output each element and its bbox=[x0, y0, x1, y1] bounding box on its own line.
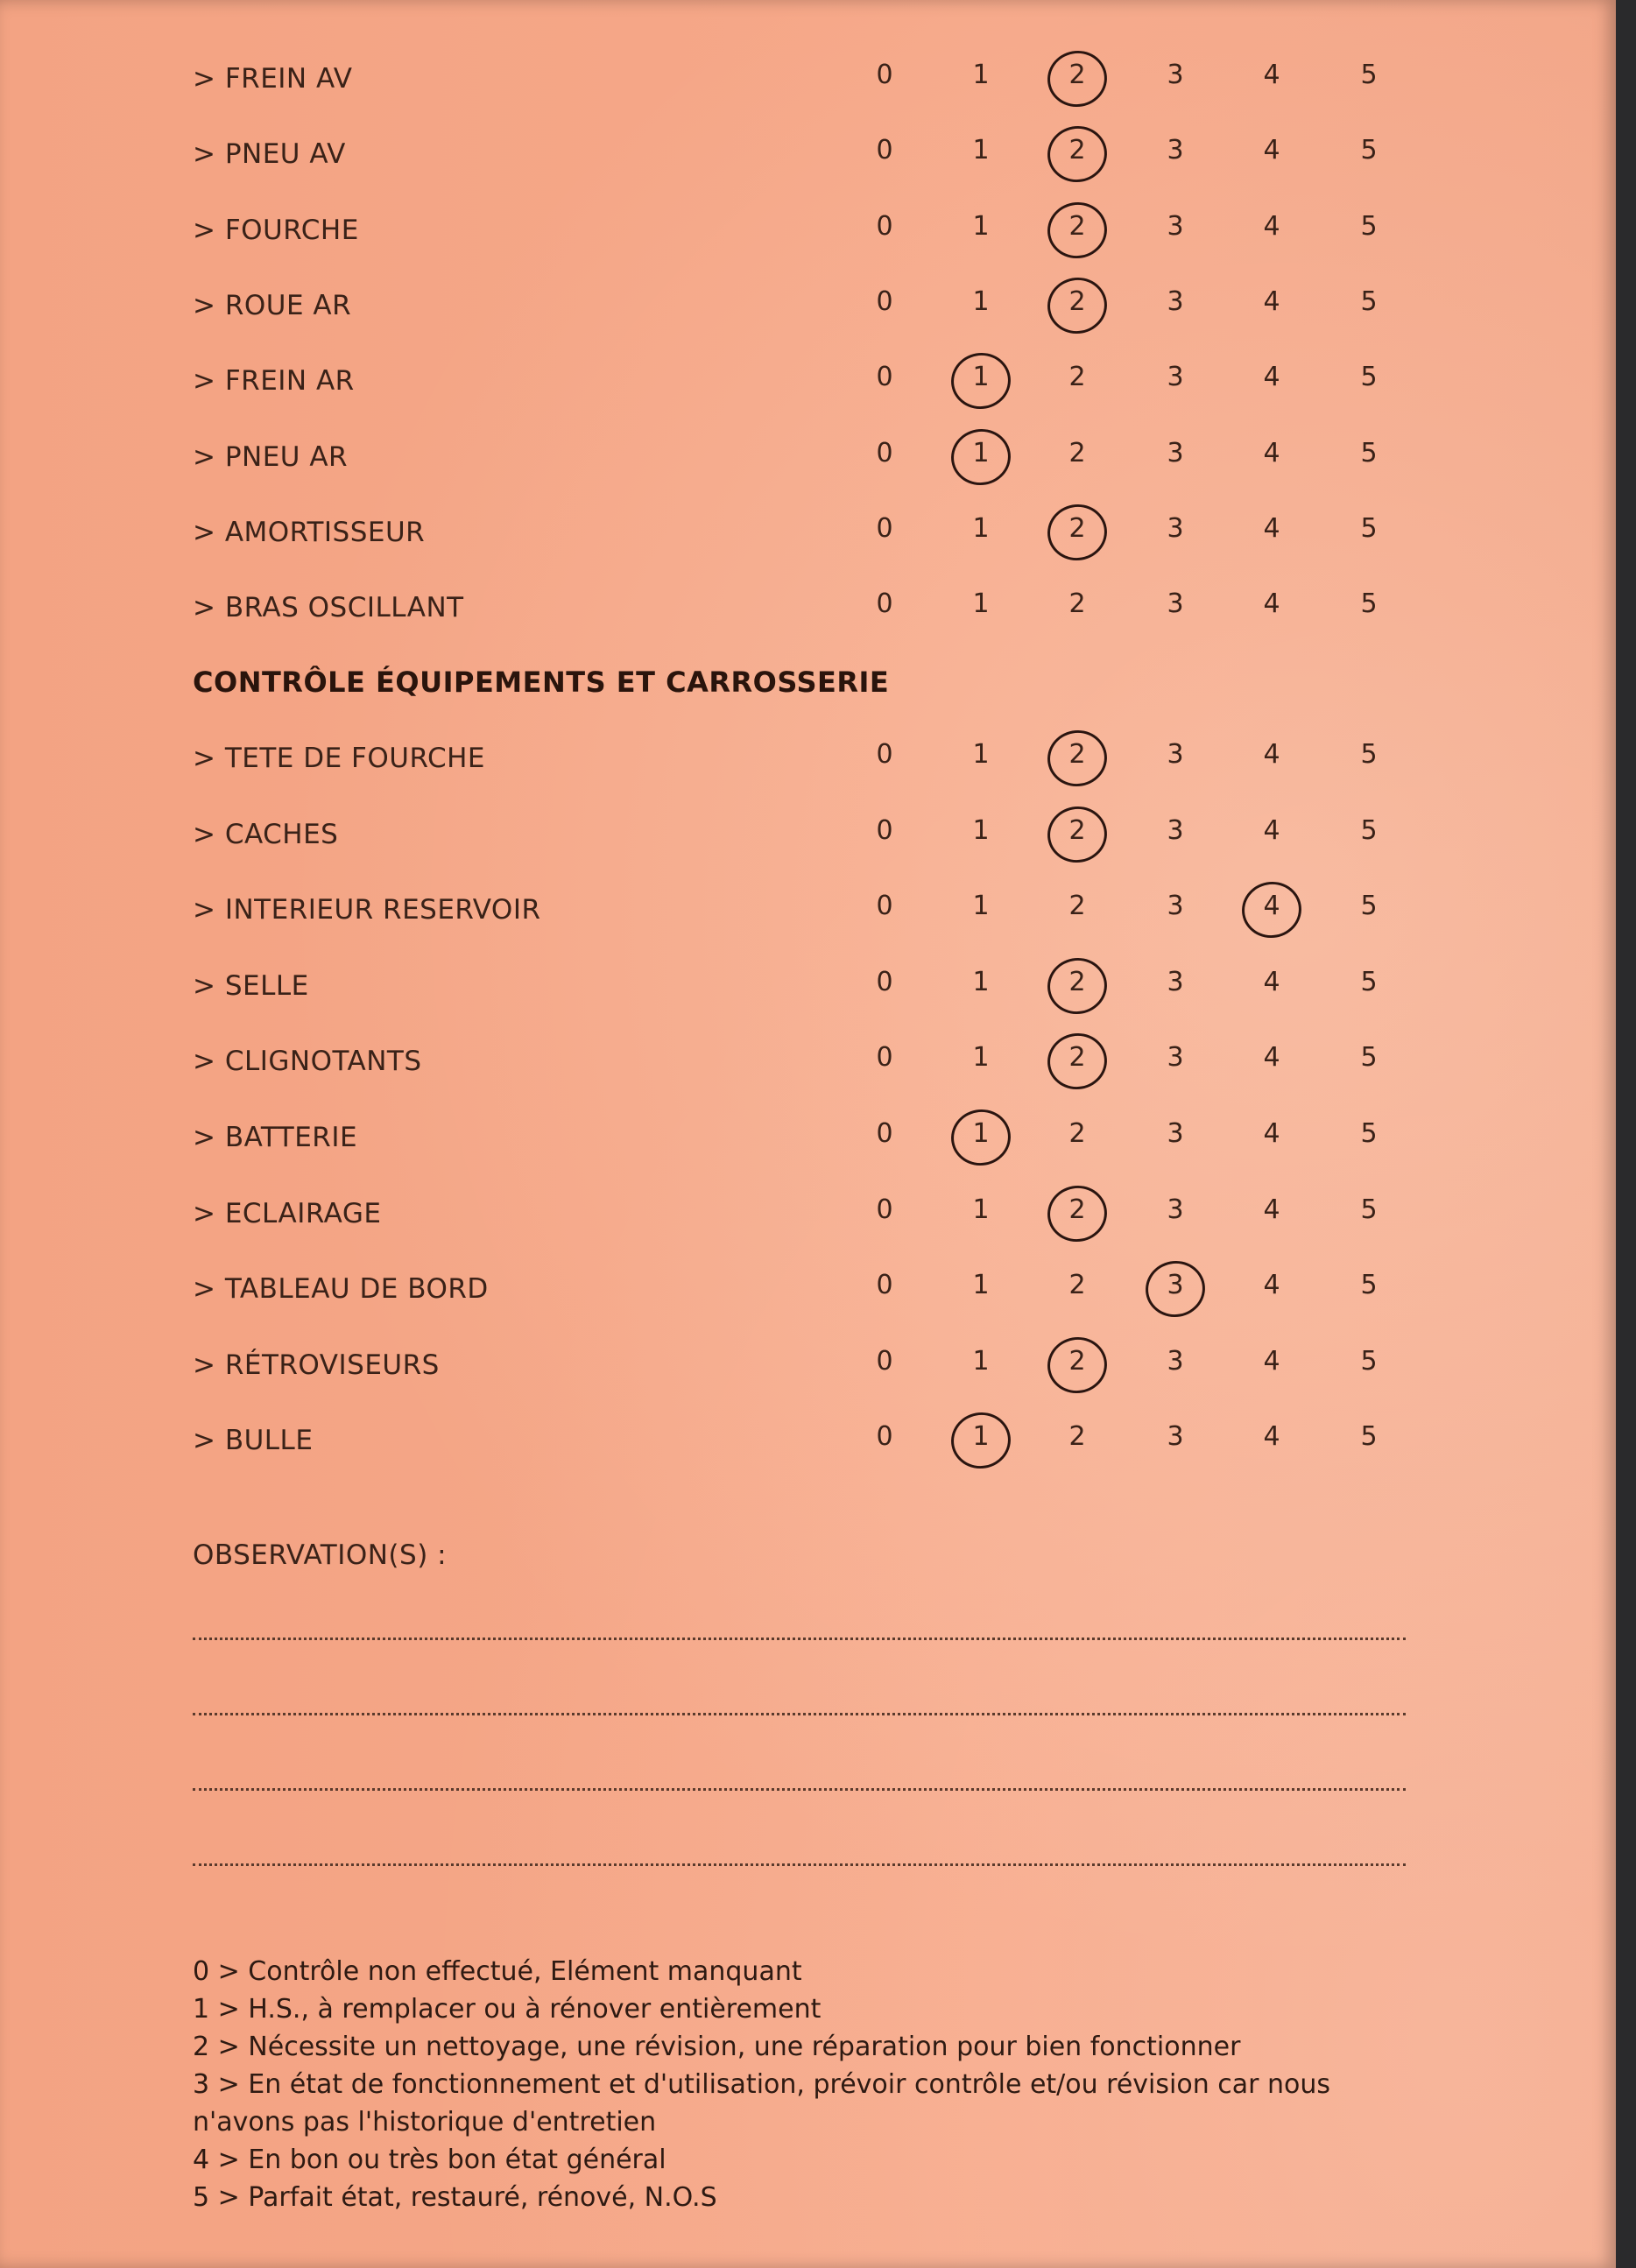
row-label: > PNEU AR bbox=[193, 440, 349, 473]
score-option-0[interactable]: 0 bbox=[876, 1194, 893, 1225]
score-option-1[interactable]: 1 bbox=[972, 891, 990, 922]
observations-label: OBSERVATION(S) : bbox=[193, 1539, 448, 1571]
score-option-1[interactable]: 1 bbox=[972, 210, 990, 242]
score-option-3[interactable]: 3 bbox=[1167, 1194, 1184, 1225]
legend-line: 5 > Parfait état, restauré, rénové, N.O.S bbox=[193, 2182, 717, 2213]
score-option-1[interactable]: 1 bbox=[972, 588, 990, 620]
score-option-5[interactable]: 5 bbox=[1360, 1270, 1378, 1301]
score-option-4[interactable]: 4 bbox=[1263, 814, 1280, 846]
score-option-2[interactable]: 2 bbox=[1068, 1421, 1086, 1453]
legend-line: 4 > En bon ou très bon état général bbox=[193, 2145, 666, 2175]
rating-row bbox=[0, 1330, 1616, 1405]
score-option-4[interactable]: 4 bbox=[1263, 437, 1280, 468]
rating-row bbox=[0, 799, 1616, 875]
score-option-2-selected[interactable]: 2 bbox=[1051, 1042, 1104, 1073]
observation-line[interactable] bbox=[193, 1863, 1406, 1866]
score-option-1[interactable]: 1 bbox=[972, 512, 990, 544]
score-option-2-selected[interactable]: 2 bbox=[1051, 1194, 1104, 1225]
score-option-4[interactable]: 4 bbox=[1263, 1194, 1280, 1225]
rating-row bbox=[0, 951, 1616, 1026]
score-option-0[interactable]: 0 bbox=[876, 60, 893, 90]
score-option-3[interactable]: 3 bbox=[1167, 1118, 1184, 1149]
rating-row bbox=[0, 875, 1616, 950]
score-option-0[interactable]: 0 bbox=[876, 210, 893, 242]
score-option-0[interactable]: 0 bbox=[876, 1042, 893, 1074]
score-option-0[interactable]: 0 bbox=[876, 285, 893, 317]
observation-line[interactable] bbox=[193, 1638, 1406, 1640]
legend-line: 3 > En état de fonctionnement et d'utilisation, prévoir contrôle et/ou révision car nous bbox=[193, 2069, 1331, 2100]
score-option-4[interactable]: 4 bbox=[1263, 285, 1280, 317]
rating-row bbox=[0, 422, 1616, 497]
score-option-5[interactable]: 5 bbox=[1360, 588, 1378, 620]
score-option-3[interactable]: 3 bbox=[1167, 739, 1184, 770]
row-label: > INTERIEUR RESERVOIR bbox=[193, 894, 541, 926]
rating-legend bbox=[193, 1953, 1419, 2216]
score-option-2[interactable]: 2 bbox=[1068, 1270, 1086, 1301]
score-option-1[interactable]: 1 bbox=[972, 60, 990, 90]
score-option-1[interactable]: 1 bbox=[972, 1270, 990, 1301]
score-option-4[interactable]: 4 bbox=[1263, 210, 1280, 242]
score-option-4[interactable]: 4 bbox=[1263, 739, 1280, 770]
score-option-5[interactable]: 5 bbox=[1360, 60, 1378, 90]
rating-row bbox=[0, 346, 1616, 421]
row-label: > RÉTROVISEURS bbox=[193, 1349, 440, 1381]
rating-row bbox=[0, 271, 1616, 346]
rating-row bbox=[0, 1405, 1616, 1481]
score-option-0[interactable]: 0 bbox=[876, 1421, 893, 1453]
score-option-2-selected[interactable]: 2 bbox=[1051, 286, 1104, 317]
row-label: > BATTERIE bbox=[193, 1122, 358, 1153]
score-option-3[interactable]: 3 bbox=[1167, 60, 1184, 90]
score-option-5[interactable]: 5 bbox=[1360, 512, 1378, 544]
section-title: CONTRÔLE ÉQUIPEMENTS ET CARROSSERIE bbox=[193, 666, 890, 699]
score-option-2[interactable]: 2 bbox=[1068, 891, 1086, 922]
score-option-5[interactable]: 5 bbox=[1360, 1345, 1378, 1377]
score-option-2[interactable]: 2 bbox=[1068, 588, 1086, 620]
score-option-0[interactable]: 0 bbox=[876, 814, 893, 846]
row-label: > ROUE AR bbox=[193, 289, 352, 321]
row-label: > CACHES bbox=[193, 818, 339, 850]
legend-line: 1 > H.S., à remplacer ou à rénover entièrement bbox=[193, 1994, 822, 2025]
score-option-3[interactable]: 3 bbox=[1167, 814, 1184, 846]
score-option-1-selected[interactable]: 1 bbox=[955, 1421, 1007, 1452]
rating-row bbox=[0, 1254, 1616, 1329]
score-option-1[interactable]: 1 bbox=[972, 1194, 990, 1225]
score-option-5[interactable]: 5 bbox=[1360, 1421, 1378, 1453]
score-option-2-selected[interactable]: 2 bbox=[1051, 60, 1104, 90]
score-option-1[interactable]: 1 bbox=[972, 1345, 990, 1377]
score-option-2-selected[interactable]: 2 bbox=[1051, 1346, 1104, 1377]
score-option-4[interactable]: 4 bbox=[1263, 1118, 1280, 1149]
score-option-4[interactable]: 4 bbox=[1263, 1345, 1280, 1377]
score-option-5[interactable]: 5 bbox=[1360, 739, 1378, 770]
score-option-2-selected[interactable]: 2 bbox=[1051, 135, 1104, 166]
score-option-5[interactable]: 5 bbox=[1360, 135, 1378, 166]
score-option-3[interactable]: 3 bbox=[1167, 285, 1184, 317]
score-option-1[interactable]: 1 bbox=[972, 966, 990, 997]
score-option-5[interactable]: 5 bbox=[1360, 1042, 1378, 1074]
score-option-2-selected[interactable]: 2 bbox=[1051, 739, 1104, 770]
score-option-0[interactable]: 0 bbox=[876, 1118, 893, 1149]
score-option-5[interactable]: 5 bbox=[1360, 437, 1378, 468]
score-option-5[interactable]: 5 bbox=[1360, 1118, 1378, 1149]
score-option-4[interactable]: 4 bbox=[1263, 1042, 1280, 1074]
rating-row bbox=[0, 497, 1616, 573]
score-option-4[interactable]: 4 bbox=[1263, 966, 1280, 997]
score-option-3[interactable]: 3 bbox=[1167, 512, 1184, 544]
score-option-4-selected[interactable]: 4 bbox=[1245, 891, 1298, 921]
row-label: > ECLAIRAGE bbox=[193, 1197, 382, 1229]
score-option-1-selected[interactable]: 1 bbox=[955, 438, 1007, 468]
score-option-1[interactable]: 1 bbox=[972, 135, 990, 166]
score-option-2-selected[interactable]: 2 bbox=[1051, 211, 1104, 242]
score-option-0[interactable]: 0 bbox=[876, 135, 893, 166]
score-option-4[interactable]: 4 bbox=[1263, 60, 1280, 90]
score-option-0[interactable]: 0 bbox=[876, 891, 893, 922]
score-option-0[interactable]: 0 bbox=[876, 1345, 893, 1377]
score-option-0[interactable]: 0 bbox=[876, 512, 893, 544]
score-option-3[interactable]: 3 bbox=[1167, 891, 1184, 922]
score-option-0[interactable]: 0 bbox=[876, 966, 893, 997]
observation-line[interactable] bbox=[193, 1713, 1406, 1715]
row-label: > CLIGNOTANTS bbox=[193, 1046, 422, 1078]
score-option-3[interactable]: 3 bbox=[1167, 1421, 1184, 1453]
score-option-1-selected[interactable]: 1 bbox=[955, 362, 1007, 392]
row-label: > BRAS OSCILLANT bbox=[193, 592, 464, 624]
score-option-3[interactable]: 3 bbox=[1167, 437, 1184, 468]
score-option-5[interactable]: 5 bbox=[1360, 210, 1378, 242]
score-option-2-selected[interactable]: 2 bbox=[1051, 513, 1104, 544]
score-option-1[interactable]: 1 bbox=[972, 814, 990, 846]
score-option-3[interactable]: 3 bbox=[1167, 210, 1184, 242]
score-option-3[interactable]: 3 bbox=[1167, 362, 1184, 393]
score-option-4[interactable]: 4 bbox=[1263, 135, 1280, 166]
score-option-4[interactable]: 4 bbox=[1263, 512, 1280, 544]
score-option-2-selected[interactable]: 2 bbox=[1051, 967, 1104, 997]
rating-row bbox=[0, 723, 1616, 799]
rating-row bbox=[0, 44, 1616, 119]
rating-row bbox=[0, 119, 1616, 194]
row-label: > FREIN AV bbox=[193, 63, 353, 95]
rating-row bbox=[0, 1102, 1616, 1178]
score-option-0[interactable]: 0 bbox=[876, 437, 893, 468]
score-option-3[interactable]: 3 bbox=[1167, 1042, 1184, 1074]
rating-row bbox=[0, 195, 1616, 271]
score-option-5[interactable]: 5 bbox=[1360, 285, 1378, 317]
score-option-2-selected[interactable]: 2 bbox=[1051, 815, 1104, 846]
legend-line: 2 > Nécessite un nettoyage, une révision, une réparation pour bien fonctionner bbox=[193, 2032, 1241, 2062]
score-option-1[interactable]: 1 bbox=[972, 285, 990, 317]
score-option-5[interactable]: 5 bbox=[1360, 362, 1378, 393]
score-option-3[interactable]: 3 bbox=[1167, 135, 1184, 166]
score-option-1[interactable]: 1 bbox=[972, 739, 990, 770]
score-option-1-selected[interactable]: 1 bbox=[955, 1118, 1007, 1149]
score-option-4[interactable]: 4 bbox=[1263, 362, 1280, 393]
row-label: > FOURCHE bbox=[193, 214, 359, 246]
row-label: > BULLE bbox=[193, 1425, 314, 1457]
rating-row bbox=[0, 1026, 1616, 1102]
row-label: > AMORTISSEUR bbox=[193, 516, 426, 548]
score-option-4[interactable]: 4 bbox=[1263, 588, 1280, 620]
score-option-0[interactable]: 0 bbox=[876, 1270, 893, 1301]
score-option-0[interactable]: 0 bbox=[876, 588, 893, 620]
score-option-3[interactable]: 3 bbox=[1167, 1345, 1184, 1377]
score-option-5[interactable]: 5 bbox=[1360, 814, 1378, 846]
row-label: > TABLEAU DE BORD bbox=[193, 1273, 489, 1306]
legend-line: 0 > Contrôle non effectué, Elément manquant bbox=[193, 1956, 802, 1987]
score-option-3[interactable]: 3 bbox=[1167, 966, 1184, 997]
row-label: > FREIN AR bbox=[193, 365, 355, 398]
score-option-2[interactable]: 2 bbox=[1068, 437, 1086, 468]
score-option-2[interactable]: 2 bbox=[1068, 362, 1086, 393]
score-option-4[interactable]: 4 bbox=[1263, 1421, 1280, 1453]
rating-row bbox=[0, 1179, 1616, 1254]
score-option-1[interactable]: 1 bbox=[972, 1042, 990, 1074]
score-option-0[interactable]: 0 bbox=[876, 362, 893, 393]
score-option-5[interactable]: 5 bbox=[1360, 966, 1378, 997]
row-label: > SELLE bbox=[193, 969, 309, 1002]
score-option-5[interactable]: 5 bbox=[1360, 891, 1378, 922]
score-option-4[interactable]: 4 bbox=[1263, 1270, 1280, 1301]
score-option-5[interactable]: 5 bbox=[1360, 1194, 1378, 1225]
row-label: > TETE DE FOURCHE bbox=[193, 743, 485, 774]
observation-line[interactable] bbox=[193, 1788, 1406, 1791]
score-option-3[interactable]: 3 bbox=[1167, 588, 1184, 620]
score-option-0[interactable]: 0 bbox=[876, 739, 893, 770]
legend-line: n'avons pas l'historique d'entretien bbox=[193, 2107, 657, 2138]
row-label: > PNEU AV bbox=[193, 138, 346, 171]
score-option-3-selected[interactable]: 3 bbox=[1149, 1270, 1202, 1300]
score-option-2[interactable]: 2 bbox=[1068, 1118, 1086, 1149]
rating-row bbox=[0, 573, 1616, 648]
